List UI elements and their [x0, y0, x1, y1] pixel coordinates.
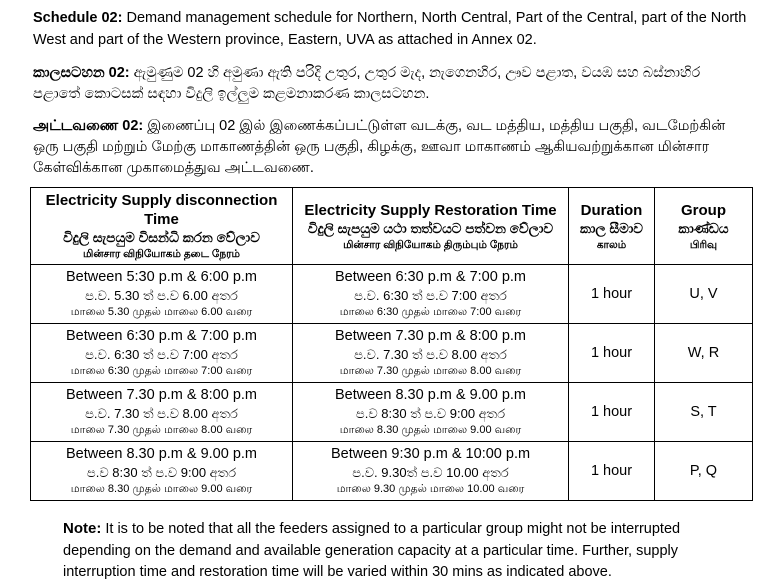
header-disconnection-ta: மின்சார விநியோகம் தடை நேரம் — [83, 248, 240, 260]
group-cell: S, T — [655, 383, 753, 442]
disconnection-time-cell — [31, 324, 293, 383]
header-duration — [569, 188, 655, 265]
header-group-si: කාණ්ඩය — [678, 220, 729, 236]
schedule-label: Schedule 02: — [33, 10, 123, 26]
header-duration-en: Duration — [580, 201, 643, 219]
disconnection-si: ප.ව. 6:30 ත් ප.ව 7:00 අතර — [85, 347, 238, 362]
restoration-en: Between 7.30 p.m & 8:00 p.m — [334, 328, 527, 344]
header-duration-ta: காலம் — [596, 238, 627, 251]
header-restoration-en: Electricity Supply Restoration Time — [304, 201, 557, 219]
table-row — [31, 442, 753, 501]
schedule-text-tamil: இணைப்பு 02 இல் இணைக்கப்பட்டுள்ள வடக்கு, வட மத்திய, மத்திய பகுதி, வடமேற்கின் ஒரு பகுதி மற்றும் மேற்கு மாகாணத்தின் ஒரு பகுதி, கிழக்கு, ஊவா மாகாணம் ஆகியவற்றுக்கான மின்சார கேள்விக்கான முகாமைத்துவ அட்டவணை. — [33, 118, 726, 176]
table-row — [31, 324, 753, 383]
disconnection-time-cell — [31, 383, 293, 442]
restoration-en: Between 9:30 p.m & 10:00 p.m — [330, 446, 531, 462]
schedule-paragraph-tamil — [33, 116, 749, 179]
header-restoration-ta: மின்சார விநியோகம் திரும்பும் நேரம் — [343, 238, 518, 251]
restoration-si: ප.ව. 9.30ත් ප.ව 10.00 අතර — [352, 465, 509, 480]
restoration-ta: மாலை 7.30 முதல் மாலை 8.00 வரை — [339, 365, 522, 377]
disconnection-si: ප.ව 8:30 ත් ප.ව 9:00 අතර — [86, 465, 237, 480]
disconnection-ta: மாலை 6:30 முதல் மாலை 7:00 வரை — [70, 365, 253, 377]
disconnection-time-cell — [31, 442, 293, 501]
duration-cell: 1 hour — [569, 442, 655, 501]
restoration-en: Between 8.30 p.m & 9.00 p.m — [334, 387, 527, 403]
header-group — [655, 188, 753, 265]
restoration-ta: மாலை 9.30 முதல் மாலை 10.00 வரை — [336, 483, 525, 495]
disconnection-en: Between 8.30 p.m & 9.00 p.m — [65, 446, 258, 462]
header-disconnection-time — [31, 188, 293, 265]
disconnection-si: ප.ව. 5.30 ත් ප.ව 6.00 අතර — [85, 288, 238, 303]
note-paragraph — [63, 518, 751, 584]
header-restoration-si: විදුලි සැපයුම යථා තත්වයට පත්වන වේලාව — [307, 220, 554, 236]
table-row — [31, 383, 753, 442]
restoration-ta: மாலை 8.30 முதல் மாலை 9.00 வரை — [339, 424, 522, 436]
duration-cell: 1 hour — [569, 324, 655, 383]
disconnection-ta: மாலை 5.30 முதல் மாலை 6.00 வரை — [70, 306, 253, 318]
group-cell: P, Q — [655, 442, 753, 501]
restoration-time-cell — [293, 383, 569, 442]
disconnection-ta: மாலை 7.30 முதல் மாலை 8.00 வரை — [70, 424, 253, 436]
restoration-si: ප.ව. 6:30 ත් ප.ව 7:00 අතර — [354, 288, 507, 303]
schedule-paragraph-sinhala — [33, 63, 749, 105]
header-group-ta: பிரிவு — [689, 238, 718, 251]
schedule-label-tamil: அட்டவணை 02: — [33, 118, 144, 134]
group-cell: W, R — [655, 324, 753, 383]
restoration-time-cell — [293, 442, 569, 501]
group-cell: U, V — [655, 265, 753, 324]
schedule-text-sinhala: ඇමුණුම 02 හි අමුණා ඇති පරිදි උතුර, උතුර මැද, නැගෙනහිර, ඌව පළාත, වයඹ සහ බස්නාහිර පළාතේ කොටසක් සඳහා විදුලි ඉල්ලුම කළමනාකරණ කාලසටහන. — [33, 65, 701, 102]
header-restoration-time — [293, 188, 569, 265]
demand-management-schedule-table — [30, 187, 753, 501]
schedule-text: Demand management schedule for Northern, North Central, Part of the Central, part of the North West and part of the Western province, Eastern, UVA as attached in Annex 02. — [33, 10, 747, 48]
disconnection-en: Between 7.30 p.m & 8:00 p.m — [65, 387, 258, 403]
restoration-en: Between 6:30 p.m & 7:00 p.m — [334, 269, 527, 285]
note-label: Note: — [63, 520, 102, 537]
header-disconnection-en: Electricity Supply disconnection Time — [45, 192, 278, 228]
duration-cell: 1 hour — [569, 265, 655, 324]
disconnection-en: Between 6:30 p.m & 7:00 p.m — [65, 328, 258, 344]
table-header-row — [31, 188, 753, 265]
schedule-label-sinhala: කාලසටහන 02: — [33, 65, 130, 81]
header-disconnection-si: විදුලි සැපයුම විසන්ධි කරන වේලාව — [63, 230, 260, 245]
table-row — [31, 265, 753, 324]
header-duration-si: කාල සීමාව — [579, 220, 643, 236]
restoration-si: ප.ව. 7.30 ත් ප.ව 8.00 අතර — [354, 347, 507, 362]
disconnection-en: Between 5:30 p.m & 6:00 p.m — [65, 269, 258, 285]
header-group-en: Group — [681, 201, 726, 219]
restoration-ta: மாலை 6:30 முதல் மாலை 7:00 வரை — [339, 306, 522, 318]
duration-cell: 1 hour — [569, 383, 655, 442]
restoration-time-cell — [293, 265, 569, 324]
restoration-time-cell — [293, 324, 569, 383]
disconnection-time-cell — [31, 265, 293, 324]
restoration-si: ප.ව 8:30 ත් ප.ව 9:00 අතර — [355, 406, 506, 421]
schedule-paragraph-english — [33, 8, 749, 51]
disconnection-si: ප.ව. 7.30 ත් ප.ව 8.00 අතර — [85, 406, 238, 421]
disconnection-ta: மாலை 8.30 முதல் மாலை 9.00 வரை — [70, 483, 253, 495]
note-text: It is to be noted that all the feeders assigned to a particular group might not be interrupted depending on the demand and available generation capacity at a particular time. Further, supply interruption time and restoration time will be varied within 30 mins as indicated above. — [63, 521, 681, 580]
